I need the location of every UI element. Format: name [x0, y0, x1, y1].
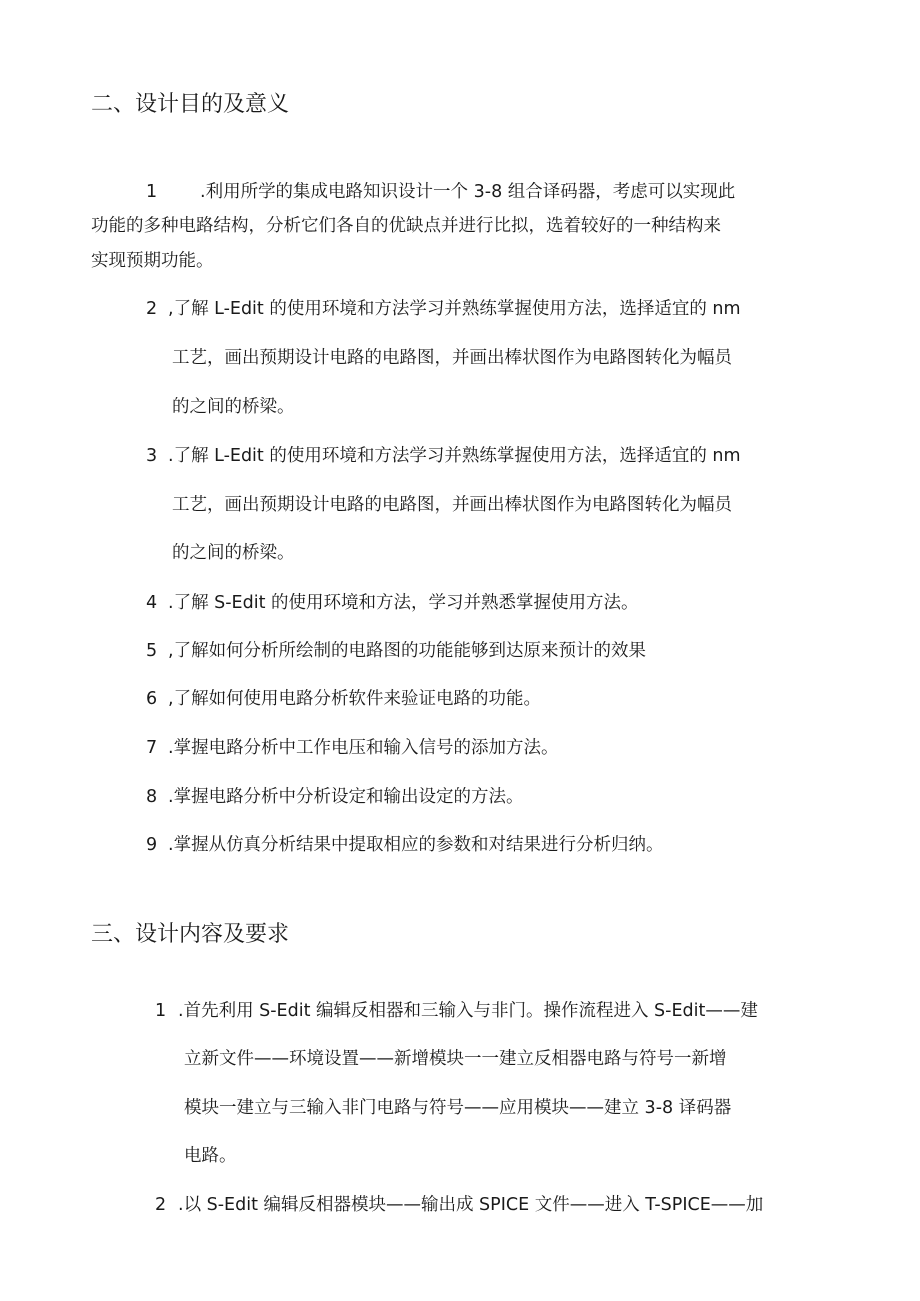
item-number: 8 [146, 787, 158, 807]
item-text-line: 实现预期功能。 [91, 251, 214, 271]
item-text-line: 工艺，画出预期设计电路的电路图，并画出棒状图作为电路图转化为幅员 [172, 348, 732, 368]
item-text-line: .首先利用 S-Edit 编辑反相器和三输入与非门。操作流程进入 S-Edit——建 [178, 1001, 758, 1021]
item-text-line: .掌握电路分析中工作电压和输入信号的添加方法。 [168, 738, 559, 758]
item-text-line: .了解 L-Edit 的使用环境和方法学习并熟练掌握使用方法，选择适宜的 nm [168, 446, 741, 466]
item-text-line: ,了解如何使用电路分析软件来验证电路的功能。 [168, 689, 542, 709]
item-text-line: .掌握电路分析中分析设定和输出设定的方法。 [168, 787, 524, 807]
item-text-line: .以 S-Edit 编辑反相器模块——输出成 SPICE 文件——进入 T-SPICE——加 [178, 1195, 764, 1215]
item-text-line: 功能的多种电路结构，分析它们各自的优缺点并进行比拟，选着较好的一种结构来 [91, 216, 721, 236]
item-number: 6 [146, 689, 158, 709]
item-number: 2 [146, 299, 158, 319]
item-text-line: .利用所学的集成电路知识设计一个 3-8 组合译码器，考虑可以实现此 [200, 182, 736, 202]
item-number: 3 [146, 446, 158, 466]
item-number: 4 [146, 593, 158, 613]
section-heading-content: 三、设计内容及要求 [91, 922, 290, 947]
item-number: 1 [146, 182, 158, 202]
item-number: 7 [146, 738, 158, 758]
item-text-line: ,了解如何分析所绘制的电路图的功能能够到达原来预计的效果 [168, 641, 647, 661]
item-text-line: ,了解 L-Edit 的使用环境和方法学习并熟练掌握使用方法，选择适宜的 nm [168, 299, 741, 319]
item-text-line: 电路。 [184, 1146, 237, 1166]
section-heading-purpose: 二、设计目的及意义 [91, 92, 290, 117]
item-number: 2 [155, 1195, 167, 1215]
item-text-line: .了解 S-Edit 的使用环境和方法，学习并熟悉掌握使用方法。 [168, 593, 639, 613]
item-number: 1 [155, 1001, 167, 1021]
item-number: 5 [146, 641, 158, 661]
item-text-line: 的之间的桥梁。 [172, 397, 295, 417]
item-text-line: 的之间的桥梁。 [172, 543, 295, 563]
item-text-line: .掌握从仿真分析结果中提取相应的参数和对结果进行分析归纳。 [168, 835, 664, 855]
item-number: 9 [146, 835, 158, 855]
item-text-line: 立新文件——环境设置——新增模块一一建立反相器电路与符号一新增 [184, 1049, 727, 1069]
item-text-line: 工艺，画出预期设计电路的电路图，并画出棒状图作为电路图转化为幅员 [172, 495, 732, 515]
item-text-line: 模块一建立与三输入非门电路与符号——应用模块——建立 3-8 译码器 [184, 1098, 732, 1118]
